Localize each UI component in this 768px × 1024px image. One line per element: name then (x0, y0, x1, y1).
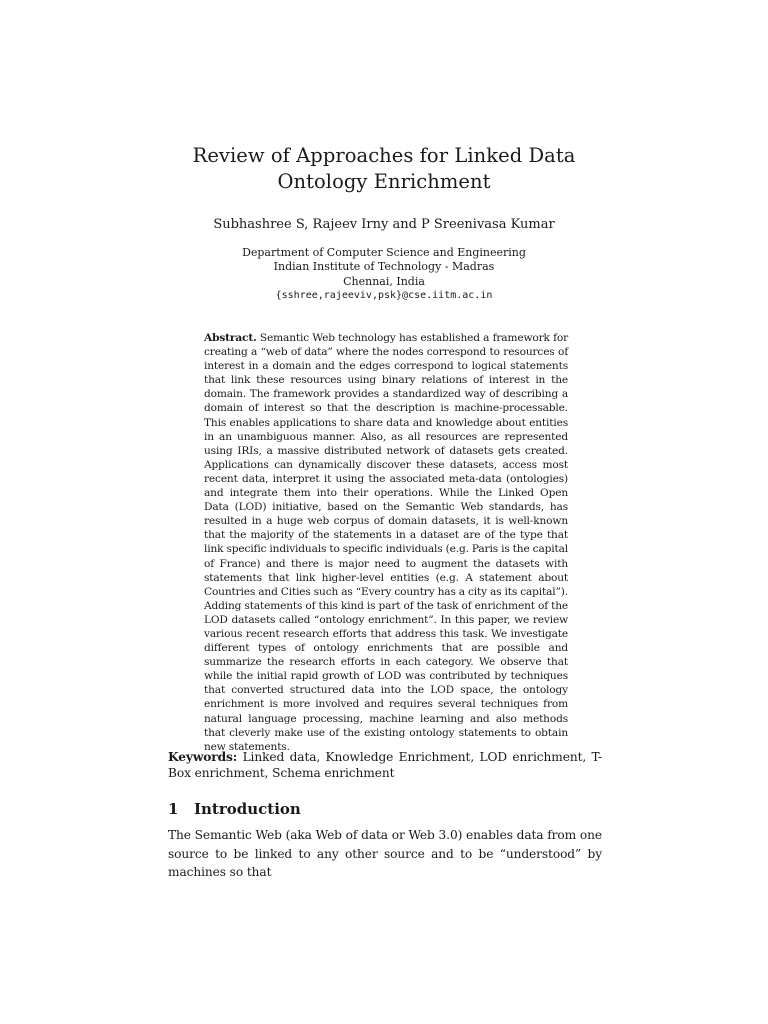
author-emails: {sshree,rajeeviv,psk}@cse.iitm.ac.in (275, 290, 493, 302)
keywords (168, 749, 602, 782)
keywords-label: Keywords: (168, 750, 238, 764)
keywords-text: Linked data, Knowledge Enrichment, LOD enrichment, T-Box enrichment, Schema enrichment (168, 750, 602, 781)
section-number: 1 (168, 800, 179, 818)
paper-authors: Subhashree S, Rajeev Irny and P Sreenivasa Kumar (213, 217, 555, 232)
abstract-text: Semantic Web technology has established a framework for creating a “web of data” where the nodes correspond to resources of interest in a domain and the edges correspond to logical statements that link these resources using binary relations of interest in the domain. The framework provides a standardized way of describing a domain of interest so that the description is machine-processable. This enables applications to share data and knowledge about entities in an unambiguous manner. Also, as all resources are represented using IRIs, a massive distributed network of datasets gets created. Applications can dynamically discover these datasets, access most recent data, interpret it using the associated meta-data (ontologies) and integrate them into their operations. While the Linked Open Data (LOD) initiative, based on the Semantic Web standards, has resulted in a huge web corpus of domain datasets, it is well-known that the majority of the statements in a dataset are of the type that link specific individuals to specific individuals (e.g. Paris is the capital of France) and there is major need to augment the datasets with statements that link higher-level entities (e.g. A statement about Countries and Cities such as “Every country has a city as its capital”). Adding statements of this kind is part of the task of enrichment of the LOD datasets called “ontology enrichment”. In this paper, we review various recent research efforts that address this task. We investigate different types of ontology enrichments that are possible and summarize the research efforts in each category. We observe that while the initial rapid growth of LOD was contributed by techniques that converted structured data into the LOD space, the ontology enrichment is more involved and requires several techniques from natural language processing, machine learning and also methods that cleverly make use of the existing ontology statements to obtain new statements. (204, 332, 568, 753)
affiliation-city: Chennai, India (343, 274, 425, 288)
affiliation-institute: Indian Institute of Technology - Madras (273, 260, 495, 274)
abstract-label: Abstract. (204, 332, 257, 344)
affiliation-department: Department of Computer Science and Engineering (242, 246, 526, 259)
abstract (204, 331, 568, 754)
paper-title: Review of Approaches for Linked Data Ontology Enrichment (192, 144, 576, 193)
introduction-paragraph: The Semantic Web (aka Web of data or Web 3.0) enables data from one source to be linked to any other source and to be “understood” by machines so that (168, 828, 602, 879)
section-title: Introduction (194, 800, 301, 818)
affiliation-block (150, 246, 618, 304)
section-heading-introduction (168, 799, 602, 819)
